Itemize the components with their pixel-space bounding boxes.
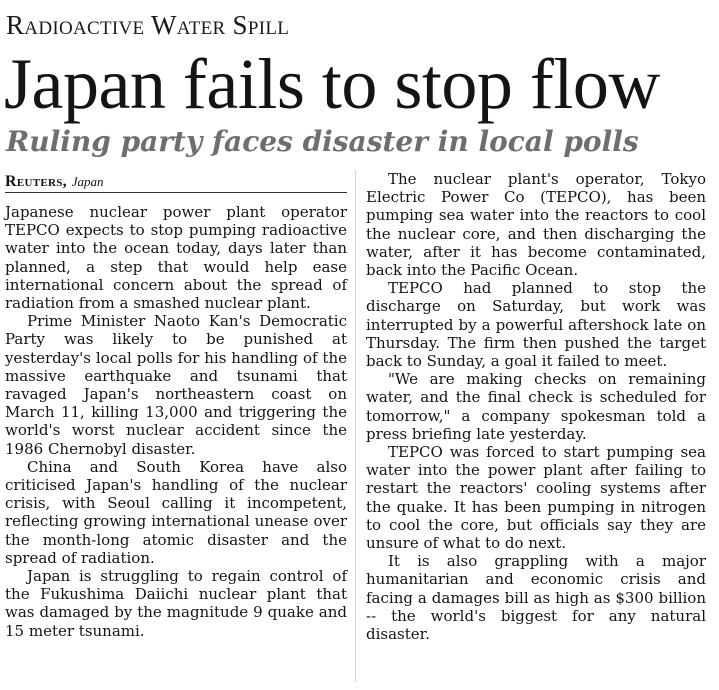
paragraph: TEPCO had planned to stop the discharge on Saturday, but work was interrupted by a powerful aftershock late on Thursday. The firm then pushed the target back to Sunday, a goal it failed to meet. (366, 279, 706, 371)
paragraph: Japan is struggling to regain control of the Fukushima Daiichi nuclear plant that was damaged by the magnitude 9 quake and 15 meter tsunami. (5, 567, 347, 640)
paragraph: It is also grappling with a major humanitarian and economic crisis and facing a damages bill as high as $300 billion -- the world's biggest for any natural disaster. (366, 552, 706, 644)
column-divider (355, 170, 356, 682)
paragraph: Japanese nuclear power plant operator TEPCO expects to stop pumping radioactive water into the ocean today, days later than planned, a step that would help ease international concern about the spread of radiation from a smashed nuclear plant. (5, 203, 347, 313)
byline-source: Reuters, (5, 173, 67, 190)
column-right (366, 170, 706, 643)
headline: Japan fails to stop flow (4, 44, 660, 124)
byline-location: Japan (71, 174, 104, 189)
paragraph: China and South Korea have also criticised Japan's handling of the nuclear crisis, with Seoul calling it incompetent, reflecting growing international unease over the month-long atomic disaster and the spread of radiation. (5, 457, 347, 567)
subhead: Ruling party faces disaster in local polls (6, 125, 639, 158)
byline (5, 170, 347, 193)
paragraph: TEPCO was forced to start pumping sea water into the power plant after failing to restart the reactors' cooling systems after the quake. It has been pumping in nitrogen to cool the core, but officials say they are unsure of what to do next. (366, 443, 706, 553)
paragraph: The nuclear plant's operator, Tokyo Electric Power Co (TEPCO), has been pumping sea water into the reactors to cool the nuclear core, and then discharging the water, after it has become contaminated, back into the Pacific Ocean. (366, 170, 706, 280)
column-left (5, 170, 347, 640)
paragraph: "We are making checks on remaining water, and the final check is scheduled for tomorrow," a company spokesman told a press briefing late yesterday. (366, 370, 706, 443)
kicker: Radioactive Water Spill (6, 10, 290, 40)
paragraph: Prime Minister Naoto Kan's Democratic Party was likely to be punished at yesterday's local polls for his handling of the massive earthquake and tsunami that ravaged Japan's northeastern coast on March 11, killing 13,000 and triggering the world's worst nuclear accident since the 1986 Chernobyl disaster. (5, 312, 347, 458)
